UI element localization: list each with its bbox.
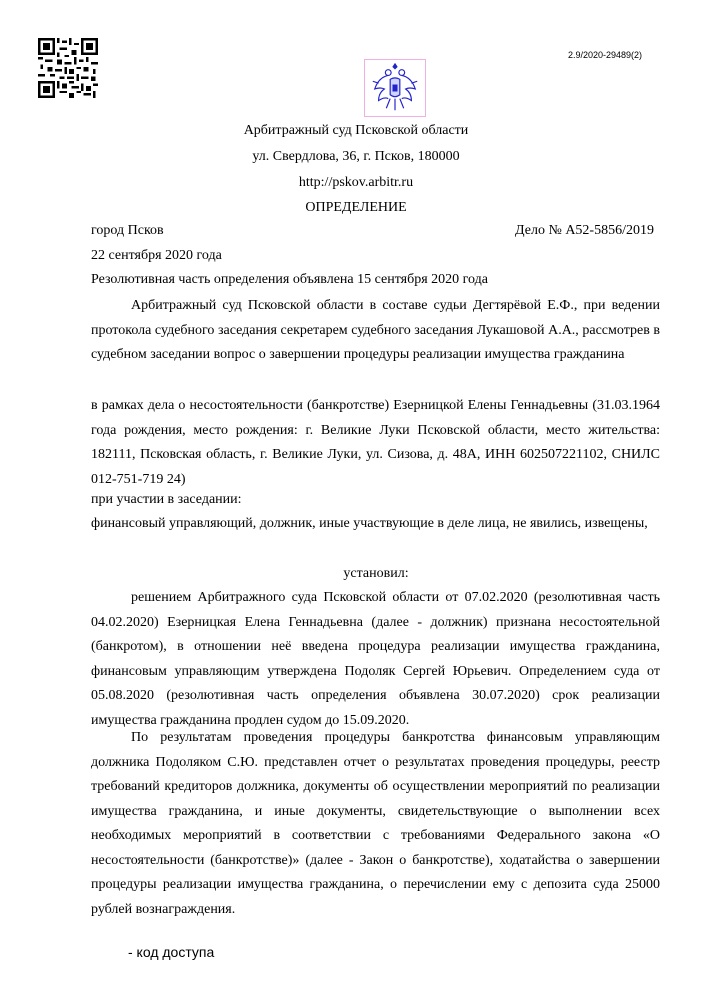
city: город Псков (91, 223, 164, 238)
paragraph-results: По результатам проведения процедуры банкротства финансовым управляющим должника Подоляком С.Ю. представлен отчет о результатах проведения процедуры, реестр требований кредиторов должника, документы об осуществлении мероприятий по реализации имущества гражданина, и иные документы, свидетельствующие о выполнении всех необходимых мероприятий в соответствии с требованиями Федерального закона «О несостоятельности (банкротстве)» (далее - Закон о банкротстве), ходатайства о завершении процедуры реализации имущества гражданина, о перечислении ему с депозита суда 25000 рублей вознаграждения. (91, 730, 660, 917)
case-reference: 2.9/2020-29489(2) (567, 50, 642, 60)
paragraph-case-subject: в рамках дела о несостоятельности (банкротстве) Езерницкой Елены Геннадьевны (31.03.1964 года рождения, место рождения: г. Великие Луки Псковской области, место жительства: 182111, Псковская область, г. Великие Луки, ул. Сизова, д. 48А, ИНН 602507221102, СНИЛС 012-751-719 24) (91, 398, 660, 487)
case-number: Дело № А52-5856/2019 (515, 223, 654, 238)
document-date: 22 сентября 2020 года (91, 248, 222, 263)
coat-of-arms-emblem (364, 59, 426, 117)
qr-code-icon (38, 38, 98, 98)
document-type: ОПРЕДЕЛЕНИЕ (305, 200, 407, 215)
established-heading: установил: (343, 566, 409, 581)
paragraph-decision: решением Арбитражного суда Псковской области от 07.02.2020 (резолютивная часть 04.02.2020) Езерницкая Елена Геннадьевна (далее - должник) признана несостоятельной (банкротом), в отношении неё введена процедура реализации имущества гражданина, финансовым управляющим утверждена Подоляк Сергей Юрьевич. Определением суда от 05.08.2020 (резолютивная часть определения объявлена 30.07.2020) срок реализации имущества гражданина продлен судом до 15.09.2020. (91, 590, 660, 728)
paragraph-court-composition: Арбитражный суд Псковской области в составе судьи Дегтярёвой Е.Ф., при ведении протокола судебного заседания секретарем судебного заседания Лукашовой А.А., рассмотрев в судебном заседании вопрос о завершении процедуры реализации имущества гражданина (91, 298, 660, 362)
paragraph-participants: при участии в заседании: (91, 492, 242, 507)
paragraph-absence: финансовый управляющий, должник, иные участвующие в деле лица, не явились, извещены, (91, 516, 648, 531)
court-address: ул. Свердлова, 36, г. Псков, 180000 (252, 149, 460, 164)
announcement-note: Резолютивная часть определения объявлена 15 сентября 2020 года (91, 272, 488, 287)
court-name: Арбитражный суд Псковской области (243, 123, 469, 138)
access-code-label: - код доступа (128, 944, 215, 960)
court-website: http://pskov.arbitr.ru (298, 175, 414, 190)
